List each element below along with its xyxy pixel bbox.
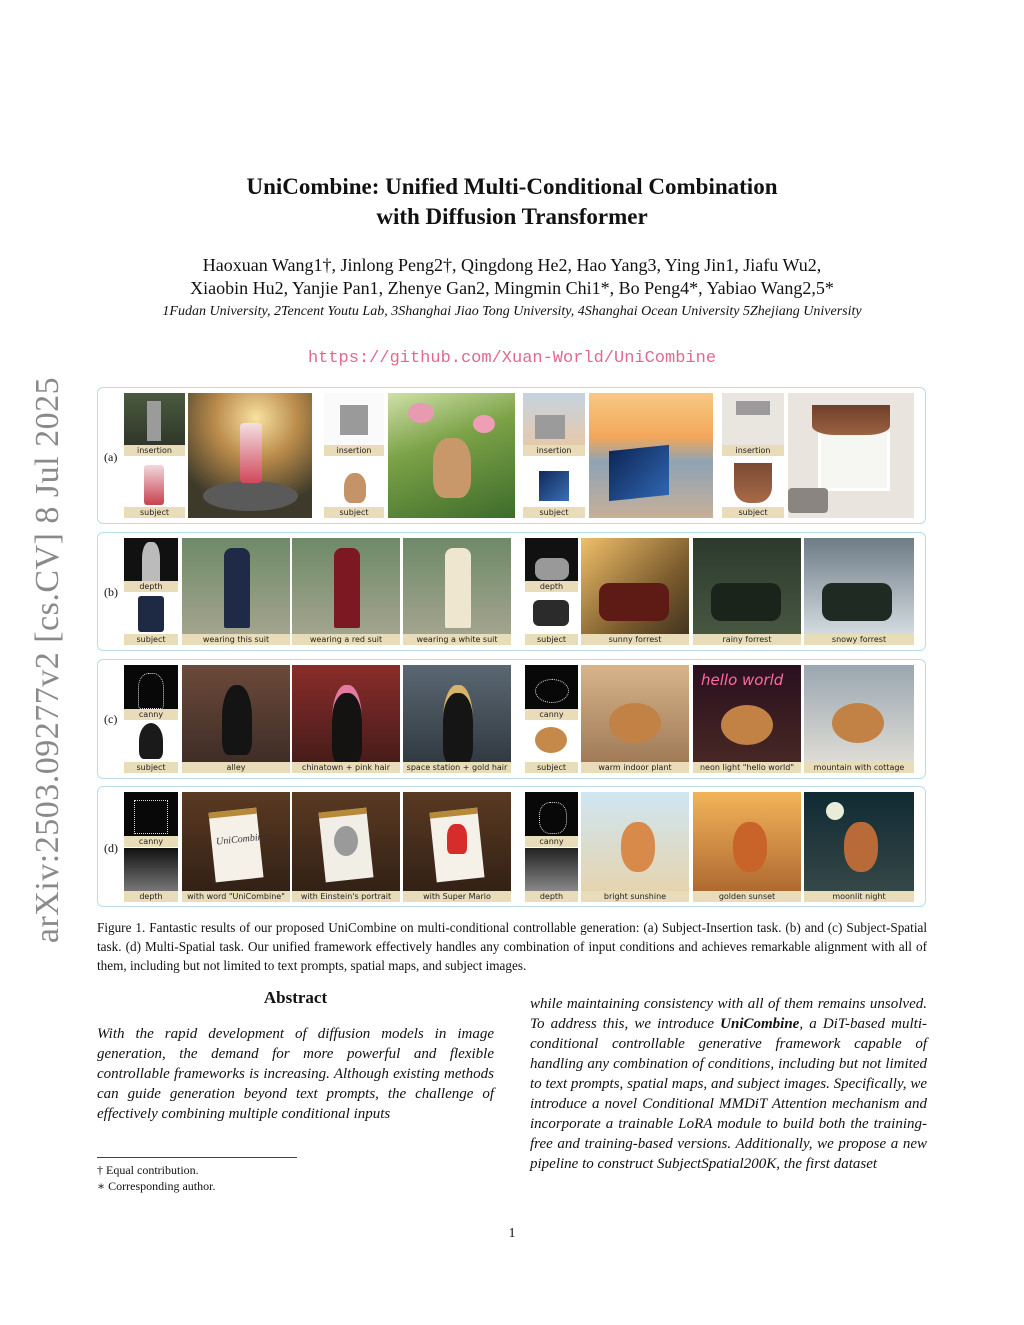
- result-atv-1: [581, 538, 689, 645]
- repo-link[interactable]: https://github.com/Xuan-World/UniCombine: [307, 349, 717, 368]
- row-tag-a: (a): [104, 450, 118, 464]
- insertion-label: insertion: [124, 445, 185, 456]
- result-caption: chinatown + pink hair: [292, 762, 400, 773]
- left-column: [97, 988, 494, 1124]
- result-caption: with Einstein's portrait: [292, 891, 400, 902]
- footnote-equal: † Equal contribution.: [97, 1163, 199, 1177]
- subject-label: subject: [124, 762, 178, 773]
- figure-caption: Figure 1. Fantastic results of our proposed UniCombine on multi-conditional controllable generation: (a) Subject-Insertion task. (b) and (c) Subject-Spatial task. (d) Multi-Spatial task. Our unified framework effectively handles any combination of input conditions and achieves remarkable alignment with all of them, including but not limited to text prompts, spatial maps, and subject images.: [97, 920, 927, 973]
- abstract-text-left: With the rapid development of diffusion models in image generation, the demand for more powerful and flexible controllable frameworks is increasing. Although existing methods can guide generation beyond text prompts, the challenge of effectively combining multiple conditional inputs: [97, 1026, 494, 1122]
- canny-map: [124, 792, 178, 838]
- perfume-subject: [144, 465, 164, 505]
- condition-stack: [124, 792, 178, 902]
- insertion-map: [124, 393, 185, 448]
- guinea-pig-subject: [535, 727, 567, 753]
- insertion-map: [324, 393, 384, 448]
- affiliations: 1Fudan University, 2Tencent Youtu Lab, 3Shanghai Jiao Tong University, 4Shanghai Ocean University 5Zhejiang University: [162, 304, 862, 319]
- condition-stack: [525, 538, 578, 645]
- result-atv-2: [693, 538, 801, 645]
- figure-row-b: [97, 532, 926, 651]
- row-tag-b: (b): [104, 585, 118, 599]
- depth-map: [124, 538, 178, 583]
- condition-stack: [525, 792, 578, 902]
- result-guinea-2: [693, 665, 801, 773]
- result-suit-2: [292, 538, 400, 645]
- depth-map: [124, 848, 178, 891]
- result-caption: wearing this suit: [182, 634, 290, 645]
- page-number: 1: [508, 1226, 516, 1241]
- authors-line-2: Xiaobin Hu2, Yanjie Pan1, Zhenye Gan2, Mingmin Chi1*, Bo Peng4*, Yabiao Wang2,5*: [190, 278, 834, 298]
- result-caption: moonlit night: [804, 891, 914, 902]
- footnote-corresponding: ∗ Corresponding author.: [97, 1179, 216, 1193]
- canny-label: canny: [124, 709, 178, 720]
- insertion-map: [523, 393, 585, 448]
- result-bear-1: [581, 792, 689, 902]
- result-caption: alley: [182, 762, 290, 773]
- result-suit-1: [182, 538, 290, 645]
- depth-label: depth: [525, 581, 578, 592]
- subject-label: subject: [324, 507, 384, 518]
- result-bear-2: [693, 792, 801, 902]
- result-caption: snowy forrest: [804, 634, 914, 645]
- canny-label: canny: [525, 836, 578, 847]
- condition-stack: [324, 393, 384, 518]
- insertion-map: [722, 393, 784, 448]
- result-curtain: [788, 393, 914, 518]
- author-list: [0, 254, 1024, 300]
- arxiv-stamp-text: arXiv:2503.09277v2 [cs.CV] 8 Jul 2025: [29, 376, 66, 944]
- result-caption: bright sunshine: [581, 891, 689, 902]
- figure-row-c: [97, 659, 926, 779]
- result-caption: rainy forrest: [693, 634, 801, 645]
- row-tag-c: (c): [104, 712, 118, 726]
- canny-map: [525, 665, 578, 711]
- condition-stack: [124, 538, 178, 645]
- condition-stack: [124, 665, 178, 773]
- abstract-heading: Abstract: [263, 988, 328, 1007]
- subject-label: subject: [525, 634, 578, 645]
- result-doll-2: [292, 665, 400, 773]
- painting-subject: [539, 471, 569, 501]
- result-painting: [589, 393, 713, 518]
- result-caption: sunny forrest: [581, 634, 689, 645]
- result-doll-1: [182, 665, 290, 773]
- result-caption: space station + gold hair: [403, 762, 511, 773]
- abstract-right-part-1: while maintaining consistency with all of them remains unsolved. To address this, we introduce: [530, 996, 927, 1032]
- result-atv-3: [804, 538, 914, 645]
- figure-row-d: [97, 786, 926, 907]
- result-caption: mountain with cottage: [804, 762, 914, 773]
- result-caption: warm indoor plant: [581, 762, 689, 773]
- depth-label: depth: [525, 891, 578, 902]
- depth-map: [525, 848, 578, 891]
- canny-label: canny: [124, 836, 178, 847]
- result-cat: [388, 393, 515, 518]
- insertion-label: insertion: [523, 445, 585, 456]
- figure-row-a: [97, 387, 926, 524]
- doll-subject: [139, 723, 163, 759]
- result-doll-3: [403, 665, 511, 773]
- condition-stack: [124, 393, 185, 518]
- result-caption: neon light "hello world": [693, 762, 801, 773]
- result-guinea-3: [804, 665, 914, 773]
- cat-subject: [344, 473, 366, 503]
- title-line-1: UniCombine: Unified Multi-Conditional Combination: [246, 174, 778, 199]
- depth-map: [525, 538, 578, 583]
- result-bear-3: [804, 792, 914, 902]
- result-guinea-1: [581, 665, 689, 773]
- condition-stack: [523, 393, 585, 518]
- result-clipboard-1: [182, 792, 290, 902]
- abstract-right-bold: UniCombine: [720, 1016, 800, 1032]
- canny-map: [124, 665, 178, 711]
- abstract-right-part-2: , a DiT-based multi-conditional controllable generative framework capable of handling any combination of conditions, including but not limited to text prompts, spatial maps, and subject images. Specifically, we introduce a novel Conditional MMDiT Attention mechanism and incorporate a trainable LoRA module to build both the training-free and training-based versions. Additionally, we propose a new pipeline to construct SubjectSpatial200K, the first dataset: [530, 1016, 927, 1172]
- insertion-label: insertion: [324, 445, 384, 456]
- subject-label: subject: [525, 762, 578, 773]
- subject-label: subject: [124, 507, 185, 518]
- result-clipboard-3: [403, 792, 511, 902]
- subject-label: subject: [722, 507, 784, 518]
- title-line-2: with Diffusion Transformer: [376, 204, 648, 229]
- result-caption: wearing a red suit: [292, 634, 400, 645]
- result-clipboard-2: [292, 792, 400, 902]
- subject-label: subject: [523, 507, 585, 518]
- result-caption: with word "UniCombine": [182, 891, 290, 902]
- condition-stack: [722, 393, 784, 518]
- insertion-label: insertion: [722, 445, 784, 456]
- depth-label: depth: [124, 891, 178, 902]
- suit-subject: [138, 596, 164, 632]
- paper-title: [0, 172, 1024, 232]
- arxiv-stamp: [18, 376, 78, 944]
- curtain-subject: [734, 463, 772, 503]
- result-perfume: [188, 393, 312, 518]
- canny-map: [525, 792, 578, 838]
- depth-label: depth: [124, 581, 178, 592]
- result-caption: golden sunset: [693, 891, 801, 902]
- row-tag-d: (d): [104, 841, 118, 855]
- authors-line-1: Haoxuan Wang1†, Jinlong Peng2†, Qingdong He2, Hao Yang3, Ying Jin1, Jiafu Wu2,: [202, 255, 822, 275]
- result-caption: with Super Mario: [403, 891, 511, 902]
- canny-label: canny: [525, 709, 578, 720]
- neon-sign: hello world: [701, 671, 784, 689]
- clipboard-word: UniCombine: [215, 831, 268, 848]
- subject-label: subject: [124, 634, 178, 645]
- atv-subject: [533, 600, 569, 626]
- result-caption: wearing a white suit: [403, 634, 511, 645]
- result-suit-3: [403, 538, 511, 645]
- abstract-text-right: [530, 994, 927, 1174]
- condition-stack: [525, 665, 578, 773]
- footnotes: [97, 1157, 297, 1194]
